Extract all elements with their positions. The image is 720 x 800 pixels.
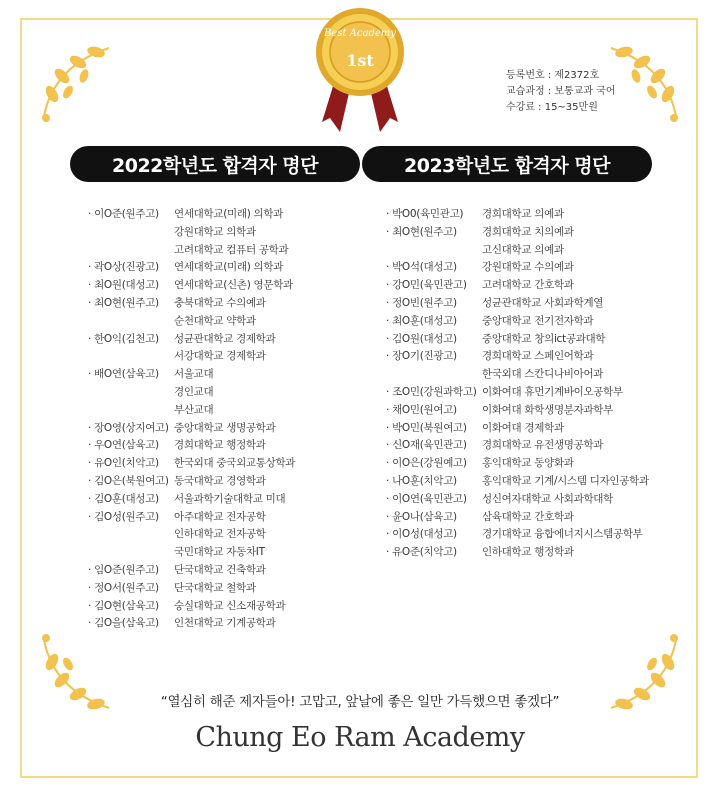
student-name: · 장O기(진광고)	[386, 350, 457, 363]
admitted-school: 성신여자대학교 사회과학대학	[482, 492, 613, 505]
admitted-school: 연세대학교(미래) 의학과	[174, 261, 284, 274]
admitted-school: 강원대학교 의학과	[174, 225, 256, 238]
admitted-school: 국민대학교 자동차IT	[174, 546, 265, 559]
list-item	[386, 473, 649, 491]
student-name: · 김O훈(대성고)	[88, 492, 159, 505]
admitted-school: 서강대학교 경제학과	[174, 350, 266, 363]
admitted-school: 연세대학교(신촌) 영문학과	[174, 279, 293, 292]
fee-info: 수강료 : 15~35만원	[506, 102, 598, 113]
student-name: · 김O원(대성고)	[386, 332, 457, 345]
admitted-school: 고려대학교 컴퓨터 공학과	[174, 243, 289, 256]
list-item	[88, 366, 295, 384]
list-item	[88, 331, 295, 349]
student-name: · 김O현(삼육고)	[88, 599, 159, 612]
admitted-school: 숭실대학교 신소재공학과	[174, 599, 286, 612]
admitted-school: 삼육대학교 간호학과	[482, 510, 574, 523]
list-item	[88, 313, 295, 331]
student-name: · 장O영(상지여고)	[88, 421, 169, 434]
list-item	[88, 491, 295, 509]
admitted-school: 성균관대학교 경제학과	[174, 332, 276, 345]
student-name	[88, 242, 174, 260]
student-name	[386, 242, 482, 260]
academy-info	[506, 68, 616, 116]
admitted-school: 서울과학기술대학교 미대	[174, 492, 286, 505]
student-name	[88, 313, 174, 331]
list-item	[88, 598, 295, 616]
list-item	[386, 526, 649, 544]
admitted-school: 경인교대	[174, 385, 214, 398]
student-name: · 박O석(대성고)	[386, 261, 457, 274]
list-item	[386, 384, 649, 402]
student-name: · 이O준(원주고)	[88, 208, 159, 220]
student-name: · 임O준(원주고)	[88, 563, 159, 576]
list-item	[386, 455, 649, 473]
student-name: · 배O연(삼육고)	[88, 368, 159, 381]
student-name: · 조O민(강원과학고)	[386, 385, 477, 398]
admitted-school: 경희대학교 행정학과	[174, 439, 266, 452]
admitted-school: 경희대학교 의예과	[482, 208, 564, 220]
admitted-school: 고려대학교 간호학과	[482, 279, 574, 292]
list-item	[386, 331, 649, 349]
student-name: · 나O훈(치악고)	[386, 474, 457, 487]
admitted-school: 경희대학교 스페인어학과	[482, 350, 594, 363]
admitted-school: 강원대학교 수의예과	[482, 261, 574, 274]
list-item	[88, 206, 295, 224]
student-name	[88, 544, 174, 562]
list-item	[88, 384, 295, 402]
gold-medal-icon	[310, 0, 410, 140]
admitted-school: 단국대학교 건축학과	[174, 563, 266, 576]
admitted-school: 경희대학교 치의예과	[482, 225, 574, 238]
student-name: · 김O을(삼육고)	[88, 617, 159, 630]
student-name: · 이O연(육민관고)	[386, 492, 467, 505]
student-name: · 최O현(원주고)	[386, 225, 457, 238]
list-item	[88, 277, 295, 295]
admitted-school: 이화여대 화학생명분자과학부	[482, 403, 613, 416]
student-name: · 신O재(육민관고)	[386, 439, 467, 452]
top-left-laurel-icon	[34, 36, 124, 126]
admitted-school: 성균관대학교 사회과학계열	[482, 296, 604, 309]
admitted-school: 경희대학교 유전생명공학과	[482, 439, 604, 452]
admitted-school: 인천대학교 기계공학과	[174, 617, 276, 630]
admitted-school: 중앙대학교 생명공학과	[174, 421, 276, 434]
admitted-school: 고신대학교 의예과	[482, 243, 564, 256]
student-name: · 윤O나(삼육고)	[386, 510, 457, 523]
admitted-school: 충북대학교 수의예과	[174, 296, 266, 309]
list-item	[386, 348, 649, 366]
admitted-school: 홍익대학교 동양화과	[482, 457, 574, 470]
student-name: · 강O민(육민관고)	[386, 279, 467, 292]
medal-ribbon-text: Best Academy	[324, 28, 396, 39]
student-name	[88, 384, 174, 402]
list-item	[88, 526, 295, 544]
medal-rank: 1st	[346, 51, 374, 70]
list-item	[386, 224, 649, 242]
list-item	[386, 491, 649, 509]
admitted-school: 한국외대 중국외교통상학과	[174, 457, 296, 470]
registration-number: 등록번호 : 제2372호	[506, 70, 600, 81]
student-name: · 정O서(원주고)	[88, 581, 159, 594]
list-item	[386, 402, 649, 420]
student-name: · 최O현(원주고)	[88, 296, 159, 309]
admitted-school: 부산교대	[174, 403, 214, 416]
list-item	[386, 242, 649, 260]
admitted-school: 중앙대학교 창의ict공과대학	[482, 332, 606, 345]
student-name	[88, 526, 174, 544]
list-item	[88, 420, 295, 438]
banner-2023: 2023학년도 합격자 명단	[362, 146, 652, 182]
list-item	[386, 509, 649, 527]
list-item	[386, 295, 649, 313]
list-item	[88, 544, 295, 562]
list-item	[88, 295, 295, 313]
admitted-school: 동국대학교 경영학과	[174, 474, 266, 487]
list-item	[386, 437, 649, 455]
student-name: · 이O성(대성고)	[386, 528, 457, 541]
admitted-school: 이화여대 경제학과	[482, 421, 564, 434]
admitted-school: 홍익대학교 기계/시스템 디자인공학과	[482, 474, 649, 487]
list-item	[88, 473, 295, 491]
list-2022	[88, 206, 295, 633]
student-name: · 유O준(치악고)	[386, 546, 457, 559]
list-item	[386, 544, 649, 562]
admitted-school: 이화여대 휴먼기계바이오공학부	[482, 385, 623, 398]
list-item	[386, 366, 649, 384]
list-item	[386, 420, 649, 438]
student-name: · 곽O상(진광고)	[88, 261, 159, 274]
student-name	[386, 366, 482, 384]
student-name: · 박O0(육민관고)	[386, 208, 464, 220]
admitted-school: 서울교대	[174, 368, 214, 381]
admitted-school: 한국외대 스칸디나비아어과	[482, 368, 604, 381]
student-name: · 유O인(치악고)	[88, 457, 159, 470]
list-item	[386, 259, 649, 277]
student-name: · 채O민(원여고)	[386, 403, 457, 416]
student-name: · 이O은(강원예고)	[386, 457, 467, 470]
admitted-school: 아주대학교 전자공학	[174, 510, 266, 523]
academy-brand: Chung Eo Ram Academy	[195, 722, 525, 753]
student-name	[88, 402, 174, 420]
student-name: · 최O훈(대성고)	[386, 314, 457, 327]
student-name	[88, 348, 174, 366]
list-item	[88, 437, 295, 455]
student-name: · 김O성(원주고)	[88, 510, 159, 523]
admitted-school: 중앙대학교 전기전자학과	[482, 314, 594, 327]
list-item	[88, 259, 295, 277]
list-item	[386, 313, 649, 331]
list-item	[88, 224, 295, 242]
admitted-school: 경기대학교 융합에너지시스템공학부	[482, 528, 643, 541]
list-item	[88, 580, 295, 598]
list-item	[88, 348, 295, 366]
list-item	[88, 242, 295, 260]
admitted-school: 연세대학교(미래) 의학과	[174, 208, 284, 220]
list-item	[88, 455, 295, 473]
student-name: · 한O익(김천고)	[88, 332, 159, 345]
closing-quote: “열심히 해준 제자들아! 고맙고, 앞날에 좋은 일만 가득했으면 좋겠다”	[160, 694, 560, 710]
student-name: · 최O원(대성고)	[88, 279, 159, 292]
banner-2022: 2022학년도 합격자 명단	[70, 146, 360, 182]
admitted-school: 순천대학교 약학과	[174, 314, 256, 327]
student-name: · 박O민(북원여고)	[386, 421, 467, 434]
list-item	[88, 562, 295, 580]
list-item	[386, 206, 649, 224]
course-info: 교습과정 : 보통교과 국어	[506, 86, 616, 97]
student-name: · 정O빈(원주고)	[386, 296, 457, 309]
list-item	[88, 509, 295, 527]
student-name: · 우O연(삼육고)	[88, 439, 159, 452]
student-name: · 김O은(북원여고)	[88, 474, 169, 487]
list-2023	[386, 206, 649, 562]
admitted-school: 인하대학교 행정학과	[482, 546, 574, 559]
admitted-school: 단국대학교 철학과	[174, 581, 256, 594]
list-item	[88, 615, 295, 633]
student-name	[88, 224, 174, 242]
list-item	[386, 277, 649, 295]
admitted-school: 인하대학교 전자공학	[174, 528, 266, 541]
list-item	[88, 402, 295, 420]
